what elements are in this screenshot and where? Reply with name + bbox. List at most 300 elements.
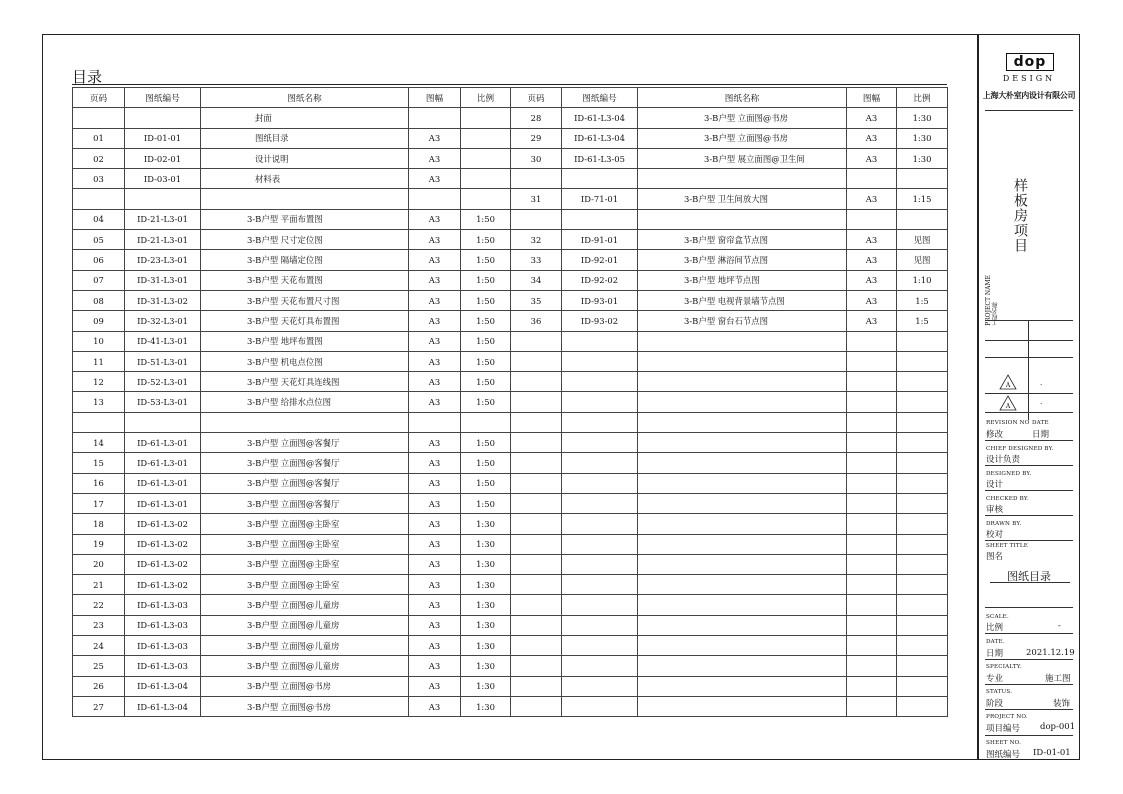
table-cell: 15 xyxy=(73,453,125,473)
company-logo: dop xyxy=(1006,53,1054,71)
table-cell: 3-B户型 立面图@客餐厅 xyxy=(201,473,409,493)
table-cell xyxy=(562,514,638,534)
table-cell xyxy=(847,392,897,412)
table-cell: 04 xyxy=(73,209,125,229)
table-cell xyxy=(511,696,562,716)
table-cell xyxy=(897,453,948,473)
table-cell xyxy=(562,209,638,229)
table-cell xyxy=(511,656,562,676)
table-row xyxy=(73,108,948,128)
table-cell: 23 xyxy=(73,615,125,635)
table-cell: ID-31-L3-01 xyxy=(125,270,201,290)
table-row xyxy=(73,453,948,473)
table-cell: A3 xyxy=(847,230,897,250)
table-cell: 3-B户型 立面图@书房 xyxy=(201,676,409,696)
divider xyxy=(985,607,1073,608)
table-cell xyxy=(562,676,638,696)
table-row xyxy=(73,169,948,189)
table-cell: 24 xyxy=(73,636,125,656)
table-cell: ID-61-L3-04 xyxy=(125,676,201,696)
table-cell: 3-B户型 电视背景墙节点图 xyxy=(638,290,847,310)
revision-dot: . xyxy=(1040,398,1043,406)
table-cell: ID-92-01 xyxy=(562,250,638,270)
table-cell xyxy=(897,595,948,615)
table-cell xyxy=(638,392,847,412)
column-header: 页码 xyxy=(511,88,562,108)
table-cell xyxy=(511,615,562,635)
table-cell xyxy=(847,636,897,656)
status-label-en: STATUS. xyxy=(986,689,1013,695)
table-cell: 1:5 xyxy=(897,290,948,310)
logo-design-text: DESIGN xyxy=(1002,74,1056,83)
table-cell xyxy=(511,493,562,513)
table-row xyxy=(73,372,948,392)
table-cell xyxy=(562,453,638,473)
table-cell: 11 xyxy=(73,351,125,371)
table-cell: 26 xyxy=(73,676,125,696)
sheet-title-label: 图名 xyxy=(986,552,1004,562)
table-cell xyxy=(847,169,897,189)
divider xyxy=(985,659,1073,660)
table-cell xyxy=(897,615,948,635)
table-cell: 1:50 xyxy=(461,372,511,392)
table-cell: 材料表 xyxy=(201,169,409,189)
date-label: 日期 xyxy=(1032,430,1050,440)
table-cell xyxy=(562,595,638,615)
table-cell: 17 xyxy=(73,493,125,513)
table-cell: A3 xyxy=(409,290,461,310)
table-cell: ID-61-L3-04 xyxy=(562,108,638,128)
table-cell xyxy=(511,473,562,493)
table-cell xyxy=(562,392,638,412)
table-row xyxy=(73,331,948,351)
table-cell xyxy=(847,473,897,493)
table-cell: 1:30 xyxy=(461,595,511,615)
table-cell: A3 xyxy=(409,392,461,412)
table-cell xyxy=(638,351,847,371)
table-cell xyxy=(847,615,897,635)
table-cell xyxy=(897,331,948,351)
table-cell: 06 xyxy=(73,250,125,270)
table-cell: 1:30 xyxy=(461,534,511,554)
table-cell xyxy=(897,493,948,513)
table-cell: A3 xyxy=(409,433,461,453)
table-cell xyxy=(638,595,847,615)
sheet-no-label-en: SHEET NO. xyxy=(986,740,1022,746)
specialty-label-en: SPECIALTY. xyxy=(986,664,1022,670)
divider xyxy=(985,490,1073,491)
table-cell: 25 xyxy=(73,656,125,676)
table-cell: ID-61-L3-01 xyxy=(125,433,201,453)
divider xyxy=(985,357,1073,358)
table-cell: 3-B户型 立面图@儿童房 xyxy=(201,595,409,615)
table-cell: 3-B户型 立面图@主卧室 xyxy=(201,554,409,574)
table-cell: 19 xyxy=(73,534,125,554)
table-row xyxy=(73,696,948,716)
table-cell: 1:50 xyxy=(461,351,511,371)
table-cell: 3-B户型 淋浴间节点图 xyxy=(638,250,847,270)
table-cell: A3 xyxy=(409,473,461,493)
table-cell: 21 xyxy=(73,575,125,595)
table-cell xyxy=(897,412,948,432)
column-header: 图纸编号 xyxy=(562,88,638,108)
table-row xyxy=(73,575,948,595)
table-cell: 13 xyxy=(73,392,125,412)
revision-triangle-icon xyxy=(999,395,1017,411)
table-row xyxy=(73,250,948,270)
table-cell xyxy=(461,108,511,128)
table-cell: A3 xyxy=(847,189,897,209)
table-cell: 02 xyxy=(73,148,125,168)
table-cell xyxy=(638,575,847,595)
divider xyxy=(985,515,1073,516)
table-cell xyxy=(897,372,948,392)
table-cell: 1:10 xyxy=(897,270,948,290)
table-cell: ID-61-L3-04 xyxy=(562,128,638,148)
table-cell xyxy=(201,189,409,209)
table-row xyxy=(73,473,948,493)
table-cell xyxy=(638,514,847,534)
table-cell: A3 xyxy=(847,108,897,128)
table-cell: 35 xyxy=(511,290,562,310)
table-cell xyxy=(562,554,638,574)
table-row xyxy=(73,148,948,168)
designed-label-en: DESIGNED BY. xyxy=(986,471,1032,477)
table-cell: 1:30 xyxy=(461,514,511,534)
table-cell xyxy=(638,433,847,453)
table-cell: A3 xyxy=(847,128,897,148)
table-cell: A3 xyxy=(409,372,461,392)
table-cell xyxy=(562,615,638,635)
revision-no-label: 修改 xyxy=(986,430,1004,440)
table-cell xyxy=(847,696,897,716)
scale-label: 比例 xyxy=(986,623,1004,633)
table-cell: 1:30 xyxy=(461,575,511,595)
table-cell xyxy=(847,514,897,534)
table-cell xyxy=(461,189,511,209)
table-cell xyxy=(562,372,638,392)
table-cell: 1:30 xyxy=(461,615,511,635)
table-cell: 36 xyxy=(511,311,562,331)
table-cell xyxy=(562,473,638,493)
table-cell xyxy=(638,534,847,554)
table-cell: A3 xyxy=(409,148,461,168)
table-cell xyxy=(897,169,948,189)
table-row xyxy=(73,433,948,453)
table-cell: ID-61-L3-03 xyxy=(125,615,201,635)
table-cell: 3-B户型 地坪节点图 xyxy=(638,270,847,290)
table-cell: A3 xyxy=(409,534,461,554)
table-cell xyxy=(638,169,847,189)
table-cell: ID-61-L3-02 xyxy=(125,514,201,534)
table-cell: 1:50 xyxy=(461,473,511,493)
table-cell: 3-B户型 立面图@主卧室 xyxy=(201,534,409,554)
table-cell: 3-B户型 地坪布置图 xyxy=(201,331,409,351)
table-cell: A3 xyxy=(409,595,461,615)
revision-triangle-icon xyxy=(999,374,1017,390)
table-cell xyxy=(847,676,897,696)
table-cell xyxy=(847,493,897,513)
table-cell: 1:30 xyxy=(897,148,948,168)
table-cell xyxy=(638,493,847,513)
table-cell xyxy=(897,696,948,716)
table-cell xyxy=(638,331,847,351)
table-row xyxy=(73,636,948,656)
table-cell xyxy=(511,412,562,432)
table-cell xyxy=(511,595,562,615)
table-cell: 3-B户型 平面布置图 xyxy=(201,209,409,229)
table-cell xyxy=(511,514,562,534)
table-cell: A3 xyxy=(409,493,461,513)
table-cell xyxy=(897,433,948,453)
table-cell: A3 xyxy=(409,169,461,189)
table-cell: ID-71-01 xyxy=(562,189,638,209)
table-cell xyxy=(638,209,847,229)
table-cell: 设计说明 xyxy=(201,148,409,168)
table-cell xyxy=(201,412,409,432)
table-cell xyxy=(638,696,847,716)
table-cell: ID-51-L3-01 xyxy=(125,351,201,371)
table-cell xyxy=(897,209,948,229)
table-row xyxy=(73,554,948,574)
table-cell: 3-B户型 隔墙定位图 xyxy=(201,250,409,270)
svg-text:A: A xyxy=(1005,382,1011,389)
table-cell: ID-31-L3-02 xyxy=(125,290,201,310)
table-cell: 14 xyxy=(73,433,125,453)
table-cell xyxy=(638,615,847,635)
sheet-title: 图纸目录 xyxy=(1007,570,1051,583)
specialty-label: 专业 xyxy=(986,674,1004,684)
table-cell: 3-B户型 天花灯具连线图 xyxy=(201,372,409,392)
table-cell: ID-61-L3-02 xyxy=(125,554,201,574)
table-cell: ID-92-02 xyxy=(562,270,638,290)
scale-label-en: SCALE. xyxy=(986,614,1009,620)
table-row xyxy=(73,514,948,534)
divider xyxy=(985,320,1073,321)
table-cell: 1:50 xyxy=(461,493,511,513)
table-cell: 1:30 xyxy=(461,656,511,676)
table-cell xyxy=(847,534,897,554)
table-cell xyxy=(847,412,897,432)
table-cell: 3-B户型 机电点位图 xyxy=(201,351,409,371)
date2-label-en: DATE. xyxy=(986,639,1005,645)
table-row xyxy=(73,270,948,290)
table-cell xyxy=(847,433,897,453)
table-cell: ID-01-01 xyxy=(125,128,201,148)
table-row xyxy=(73,392,948,412)
table-row xyxy=(73,493,948,513)
table-cell xyxy=(562,493,638,513)
table-cell xyxy=(897,554,948,574)
table-cell: ID-61-L3-01 xyxy=(125,453,201,473)
table-cell: A3 xyxy=(409,209,461,229)
table-cell xyxy=(638,412,847,432)
table-cell xyxy=(461,169,511,189)
table-cell: 3-B户型 天花灯具布置图 xyxy=(201,311,409,331)
table-row xyxy=(73,128,948,148)
table-cell: 见图 xyxy=(897,230,948,250)
table-cell: 1:50 xyxy=(461,270,511,290)
table-row xyxy=(73,311,948,331)
table-cell xyxy=(638,676,847,696)
date-label-en: DATE xyxy=(1032,420,1049,426)
table-cell: ID-61-L3-04 xyxy=(125,696,201,716)
table-cell xyxy=(511,575,562,595)
divider xyxy=(985,110,1073,111)
divider xyxy=(985,540,1073,541)
table-row xyxy=(73,615,948,635)
specialty-value: 施工图 xyxy=(1045,674,1071,684)
table-cell: 1:50 xyxy=(461,331,511,351)
table-cell: A3 xyxy=(847,250,897,270)
checked-label-en: CHECKED BY. xyxy=(986,496,1030,502)
table-cell: 3-B户型 立面图@书房 xyxy=(201,696,409,716)
table-cell xyxy=(897,514,948,534)
table-cell: A3 xyxy=(409,453,461,473)
table-cell: A3 xyxy=(409,311,461,331)
table-cell: 1:30 xyxy=(461,696,511,716)
divider xyxy=(985,440,1073,441)
date-value: 2021.12.19 xyxy=(1026,648,1075,658)
table-cell xyxy=(409,189,461,209)
table-cell: 1:30 xyxy=(461,636,511,656)
table-cell: 3-B户型 立面图@主卧室 xyxy=(201,514,409,534)
table-cell xyxy=(638,453,847,473)
table-cell xyxy=(73,412,125,432)
table-cell: 1:50 xyxy=(461,392,511,412)
table-cell xyxy=(511,554,562,574)
table-cell: 3-B户型 天花布置尺寸图 xyxy=(201,290,409,310)
table-row xyxy=(73,534,948,554)
table-cell xyxy=(562,433,638,453)
table-cell xyxy=(562,636,638,656)
table-cell xyxy=(897,656,948,676)
table-cell: A3 xyxy=(409,514,461,534)
title-underline xyxy=(72,84,947,85)
project-no-value: dop-001 xyxy=(1040,722,1076,732)
status-value: 装饰 xyxy=(1053,699,1071,709)
table-row xyxy=(73,209,948,229)
table-cell: 3-B户型 立面图@儿童房 xyxy=(201,656,409,676)
table-cell xyxy=(847,656,897,676)
table-cell: ID-61-L3-01 xyxy=(125,473,201,493)
table-cell xyxy=(847,575,897,595)
column-header: 图幅 xyxy=(409,88,461,108)
table-cell: A3 xyxy=(847,270,897,290)
table-cell: 图纸目录 xyxy=(201,128,409,148)
table-cell xyxy=(562,169,638,189)
table-cell: 1:30 xyxy=(897,128,948,148)
table-cell: 3-B户型 立面图@客餐厅 xyxy=(201,433,409,453)
table-cell: ID-93-01 xyxy=(562,290,638,310)
table-cell: A3 xyxy=(847,290,897,310)
table-cell xyxy=(847,372,897,392)
table-cell: A3 xyxy=(409,656,461,676)
table-cell: 3-B户型 给排水点位图 xyxy=(201,392,409,412)
table-cell: A3 xyxy=(409,270,461,290)
table-cell: 3-B户型 立面图@儿童房 xyxy=(201,636,409,656)
table-cell: 01 xyxy=(73,128,125,148)
table-cell: ID-61-L3-03 xyxy=(125,636,201,656)
table-row xyxy=(73,412,948,432)
table-cell: 3-B户型 立面图@客餐厅 xyxy=(201,493,409,513)
table-cell xyxy=(461,148,511,168)
table-cell: 12 xyxy=(73,372,125,392)
divider xyxy=(985,465,1073,466)
project-name: 样板房项目 xyxy=(1012,178,1028,253)
drawing-index-table xyxy=(72,87,948,717)
scale-value: - xyxy=(1058,621,1061,631)
table-cell xyxy=(511,433,562,453)
table-cell xyxy=(562,331,638,351)
table-cell xyxy=(562,656,638,676)
svg-text:A: A xyxy=(1005,403,1011,410)
chief-designed-label-en: CHIEF DESIGNED BY. xyxy=(986,446,1054,452)
table-cell xyxy=(562,575,638,595)
table-cell: ID-61-L3-02 xyxy=(125,534,201,554)
table-cell: 见图 xyxy=(897,250,948,270)
table-cell xyxy=(897,351,948,371)
table-cell xyxy=(511,372,562,392)
table-cell: 34 xyxy=(511,270,562,290)
date2-label: 日期 xyxy=(986,649,1004,659)
table-cell: 3-B户型 立面图@主卧室 xyxy=(201,575,409,595)
table-cell: 10 xyxy=(73,331,125,351)
table-cell xyxy=(511,636,562,656)
table-cell: 27 xyxy=(73,696,125,716)
revision-no-label-en: REVISION NO xyxy=(986,420,1030,426)
table-cell: 3-B户型 天花布置图 xyxy=(201,270,409,290)
table-cell xyxy=(511,534,562,554)
table-cell: 18 xyxy=(73,514,125,534)
table-cell xyxy=(847,331,897,351)
table-cell: ID-02-01 xyxy=(125,148,201,168)
divider xyxy=(985,412,1073,413)
column-header: 图纸名称 xyxy=(638,88,847,108)
table-row xyxy=(73,189,948,209)
divider xyxy=(985,684,1073,685)
table-cell: 1:30 xyxy=(897,108,948,128)
table-cell: ID-61-L3-05 xyxy=(562,148,638,168)
table-cell xyxy=(409,108,461,128)
table-cell: ID-41-L3-01 xyxy=(125,331,201,351)
revision-dot: . xyxy=(1040,379,1043,387)
column-header: 比例 xyxy=(897,88,948,108)
table-cell: 3-B户型 立面图@儿童房 xyxy=(201,615,409,635)
table-cell: 29 xyxy=(511,128,562,148)
drawn-label: 校对 xyxy=(986,530,1004,540)
table-cell xyxy=(897,575,948,595)
table-cell xyxy=(511,169,562,189)
table-row xyxy=(73,230,948,250)
table-cell xyxy=(847,595,897,615)
table-header-row xyxy=(73,88,948,108)
table-cell xyxy=(897,392,948,412)
company-name: 上海大朴室内设计有限公司 xyxy=(982,91,1076,100)
page-title: 目录 xyxy=(72,68,103,86)
table-cell: A3 xyxy=(409,331,461,351)
table-row xyxy=(73,595,948,615)
table-row xyxy=(73,351,948,371)
table-cell: 1:30 xyxy=(461,676,511,696)
table-cell: 1:50 xyxy=(461,230,511,250)
table-cell: A3 xyxy=(409,230,461,250)
table-cell: 3-B户型 尺寸定位图 xyxy=(201,230,409,250)
table-cell: A3 xyxy=(409,575,461,595)
sheet-no-label: 图纸编号 xyxy=(986,750,1021,760)
chief-designed-label: 设计负责 xyxy=(986,455,1021,465)
table-cell: ID-91-01 xyxy=(562,230,638,250)
